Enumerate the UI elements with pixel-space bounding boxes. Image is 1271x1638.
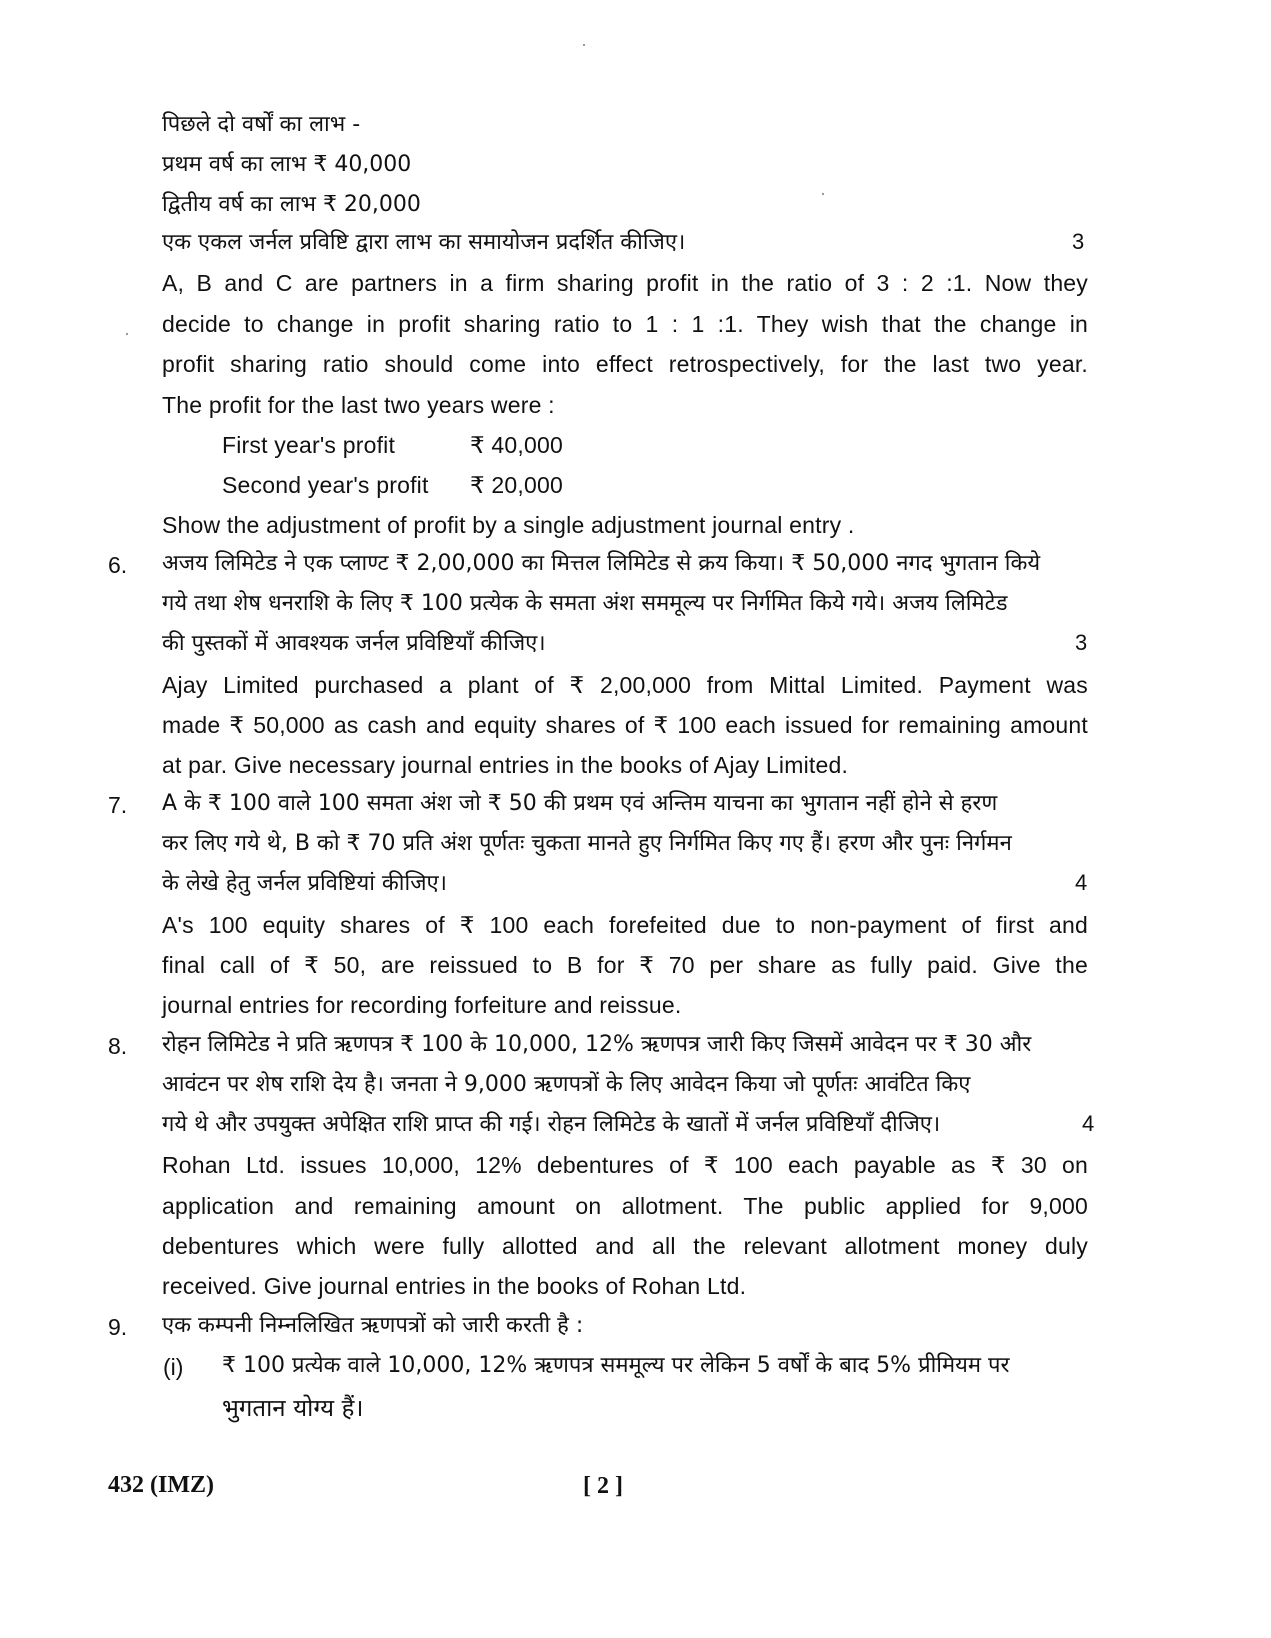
scan-speck xyxy=(583,44,585,46)
intro-english-line: The profit for the last two years were : xyxy=(162,392,555,418)
intro-english-line: profit sharing ratio should come into effect retrospectively, for the last two year. xyxy=(162,351,1088,377)
question-english-line: application and remaining amount on allotment. The public applied for 9,000 xyxy=(162,1193,1088,1219)
question-hindi-line: A के ₹ 100 वाले 100 समता अंश जो ₹ 50 की प्रथम एवं अन्तिम याचना का भुगतान नहीं होने से हरण xyxy=(162,791,998,816)
intro-hindi-line: प्रथम वर्ष का लाभ ₹ 40,000 xyxy=(162,152,412,177)
question-english-line: Rohan Ltd. issues 10,000, 12% debentures of ₹ 100 each payable as ₹ 30 on xyxy=(162,1152,1088,1178)
question-hindi-line: आवंटन पर शेष राशि देय है। जनता ने 9,000 ऋणपत्रों के लिए आवेदन किया जो पूर्णतः आवंटित किए xyxy=(162,1072,971,1097)
question-number: 8. xyxy=(108,1033,128,1059)
question-english-line: made ₹ 50,000 as cash and equity shares of ₹ 100 each issued for remaining amount xyxy=(162,712,1088,738)
marks-label: 3 xyxy=(1075,630,1088,655)
sub-question-label: (i) xyxy=(163,1354,184,1380)
question-hindi-line: गये तथा शेष धनराशि के लिए ₹ 100 प्रत्येक के समता अंश सममूल्य पर निर्गमित किये गये। अजय लिमिटेड xyxy=(162,591,1008,616)
question-hindi-line: अजय लिमिटेड ने एक प्लाण्ट ₹ 2,00,000 का मित्तल लिमिटेड से क्रय किया। ₹ 50,000 नगद भुगतान किये xyxy=(162,551,1041,576)
intro-hindi-line: द्वितीय वर्ष का लाभ ₹ 20,000 xyxy=(162,192,421,217)
question-english-line: A's 100 equity shares of ₹ 100 each forefeited due to non-payment of first and xyxy=(162,912,1088,938)
sub-question-line: भुगतान योग्य हैं। xyxy=(222,1394,364,1422)
question-english-line: at par. Give necessary journal entries in the books of Ajay Limited. xyxy=(162,752,849,778)
question-hindi-line: कर लिए गये थे, B को ₹ 70 प्रति अंश पूर्णतः चुकता मानते हुए निर्गमित किए गए हैं। हरण और पुनः निर्गमन xyxy=(162,831,1012,856)
marks-label: 4 xyxy=(1075,870,1088,895)
question-english-line: final call of ₹ 50, are reissued to B for ₹ 70 per share as fully paid. Give the xyxy=(162,952,1088,978)
scan-speck xyxy=(822,193,824,195)
question-number: 9. xyxy=(108,1314,128,1340)
question-hindi-line: गये थे और उपयुक्त अपेक्षित राशि प्राप्त की गई। रोहन लिमिटेड के खातों में जर्नल प्रविष्टियाँ दीजिए। xyxy=(162,1112,941,1137)
profit-value: ₹ 20,000 xyxy=(470,472,563,498)
profit-label: Second year's profit xyxy=(222,472,429,498)
question-number: 7. xyxy=(108,792,128,818)
page-number: [ 2 ] xyxy=(583,1473,623,1499)
question-english-line: debentures which were fully allotted and all the relevant allotment money duly xyxy=(162,1233,1088,1259)
question-hindi-line: रोहन लिमिटेड ने प्रति ऋणपत्र ₹ 100 के 10,000, 12% ऋणपत्र जारी किए जिसमें आवेदन पर ₹ 30 और xyxy=(162,1032,1032,1057)
intro-hindi-line: पिछले दो वर्षों का लाभ - xyxy=(162,112,361,137)
intro-english-line: A, B and C are partners in a firm sharing profit in the ratio of 3 : 2 :1. Now they xyxy=(162,270,1088,296)
question-hindi-line: की पुस्तकों में आवश्यक जर्नल प्रविष्टियाँ कीजिए। xyxy=(162,631,546,656)
question-english-line: Ajay Limited purchased a plant of ₹ 2,00,000 from Mittal Limited. Payment was xyxy=(162,672,1088,698)
question-number: 6. xyxy=(108,552,128,578)
question-english-line: journal entries for recording forfeiture and reissue. xyxy=(162,992,682,1018)
question-hindi-line: के लेखे हेतु जर्नल प्रविष्टियां कीजिए। xyxy=(162,871,448,896)
scan-speck xyxy=(126,333,128,335)
intro-closing: Show the adjustment of profit by a single adjustment journal entry . xyxy=(162,512,855,538)
question-english-line: received. Give journal entries in the books of Rohan Ltd. xyxy=(162,1273,747,1299)
profit-label: First year's profit xyxy=(222,432,396,458)
marks-label: 3 xyxy=(1072,229,1085,254)
intro-english-line: decide to change in profit sharing ratio to 1 : 1 :1. They wish that the change in xyxy=(162,311,1088,337)
profit-value: ₹ 40,000 xyxy=(470,432,563,458)
marks-label: 4 xyxy=(1082,1111,1095,1136)
sub-question-line: ₹ 100 प्रत्येक वाले 10,000, 12% ऋणपत्र सममूल्य पर लेकिन 5 वर्षों के बाद 5% प्रीमियम पर xyxy=(222,1353,1010,1378)
paper-code: 432 (IMZ) xyxy=(108,1472,214,1498)
intro-hindi-line: एक एकल जर्नल प्रविष्टि द्वारा लाभ का समायोजन प्रदर्शित कीजिए। xyxy=(162,230,686,255)
question-hindi-line: एक कम्पनी निम्नलिखित ऋणपत्रों को जारी करती है : xyxy=(162,1313,584,1338)
